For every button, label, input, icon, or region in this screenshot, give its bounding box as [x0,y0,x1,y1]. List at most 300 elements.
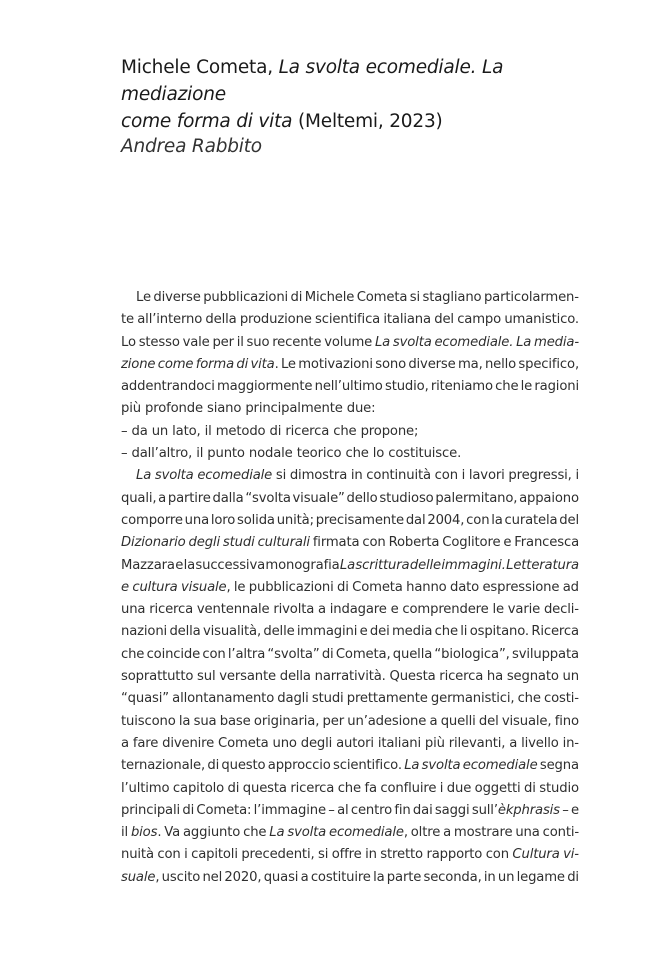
word: precedenti, [241,847,315,863]
word: profonde [145,401,203,417]
word: degli [300,735,333,751]
word: comprendere [402,602,489,618]
word: specifico, [518,356,579,372]
word: appaiono [519,490,579,506]
word: allontanamento [172,691,275,707]
word: indagare [329,602,387,618]
word: scientifico. [333,758,402,774]
text-line [121,755,579,777]
word: scientifica [315,312,381,328]
word: palermitano, [435,490,518,506]
word: “svolta [245,490,291,506]
word: pregressi, [508,468,572,484]
word: della [279,669,311,685]
text-line [121,421,579,443]
word: seconda, [423,869,482,885]
text-line [121,577,579,599]
word: quasi [263,869,299,885]
word: della [169,624,201,640]
word: quella [392,646,433,662]
word: da [131,423,148,439]
word: a [318,602,326,618]
text-line [121,354,579,376]
word: bios. [130,825,162,841]
text-line [121,800,579,822]
word: mostrare [453,825,513,841]
word: del [559,512,579,528]
word: i [575,468,579,484]
word: – [121,446,128,462]
word: dimostra [289,468,348,484]
word: Ricerca [531,624,579,640]
word: stretto [380,847,423,863]
word: Coglitore [442,535,501,551]
word: zione [121,356,156,372]
word: capitoli [191,847,238,863]
word: le [520,379,533,395]
word: ricerca [285,423,330,439]
word: te [121,312,134,328]
word: costituire [310,869,371,885]
word: rivolta [273,602,315,618]
word: ecomediale [197,468,273,484]
text-line [121,666,579,688]
word: oltre [410,825,441,841]
word: il [196,446,204,462]
word: principali [121,802,181,818]
word: ragioni [534,379,579,395]
word: pubblicazioni [248,579,334,595]
word: con [202,646,226,662]
word: visuale, [180,579,231,595]
word: dato [449,579,480,595]
word: Cometa, [335,646,391,662]
word: con [362,535,386,551]
word: La [269,825,285,841]
word: La [136,468,152,484]
word: una [515,825,540,841]
word: sono [375,356,406,372]
word: Dizionario [121,535,186,551]
word: per [212,334,234,350]
word: segna [539,758,579,774]
word: unità; [276,512,314,528]
word: dalla [212,490,244,506]
word: il [121,825,129,841]
word: dal [405,512,426,528]
word: ricerca [149,602,194,618]
word: sviluppata [511,646,579,662]
word: italiana [383,312,431,328]
word: ma, [457,356,483,372]
word: e [390,602,399,618]
word: il [236,334,244,350]
text-line [121,287,579,309]
word: di [182,802,195,818]
word: in [483,869,496,885]
text-line [121,376,579,398]
word: media- [534,334,579,350]
word: 2004, [427,512,465,528]
word: al [337,802,349,818]
text-line [121,510,579,532]
word: prettamente [346,691,428,707]
word: maggiormente [216,379,313,395]
word: e [503,535,512,551]
word: ospitano. [469,624,529,640]
word: parte [386,869,422,885]
word: in [350,468,363,484]
word: come [157,356,194,372]
text-line [121,332,579,354]
word: la [178,713,191,729]
word: particolarmen- [483,290,579,305]
word: nello [484,356,517,372]
word: “biologica”, [434,646,510,662]
word: immagini [296,624,358,640]
body-text [121,287,579,889]
word: Le [280,356,296,372]
word: delle [263,624,295,640]
word: lavori [468,468,505,484]
word: italiani [377,735,421,751]
word: conti- [542,825,579,841]
word: tuiscono [121,713,176,729]
word: Francesca [514,535,579,551]
word: diverse [408,356,456,372]
word: Cometa [218,735,269,751]
word: pubblicazioni [203,290,289,305]
title-author-name: Michele Cometa, [121,57,279,78]
word: a [300,869,309,885]
word: due [446,780,472,796]
text-line [121,844,579,866]
word: offre [331,847,362,863]
word: lo [372,446,385,462]
title-book-italic-1: La svolta ecomediale. La mediazione [121,57,504,105]
word: si [275,468,287,484]
word: riteniamo [430,379,493,395]
word: per [322,713,344,729]
word: immagini. [441,557,506,573]
word: con [157,847,181,863]
word: dall’altro, [131,446,193,462]
word: autori [336,735,374,751]
word: volume [324,334,373,350]
word: nazioni [121,624,168,640]
word: Mazzara [121,557,175,573]
title-book-italic-2: come forma di vita [121,111,293,132]
text-line [121,688,579,710]
word: cultura [132,579,178,595]
word: approccio [267,758,331,774]
word: umanistico. [504,312,579,328]
word: con [434,468,458,484]
word: Va [164,825,181,841]
word: sua [193,713,217,729]
word: svolta [287,825,327,841]
word: più [121,401,141,417]
word: visualità, [202,624,262,640]
word: decli- [543,602,579,618]
word: fino [554,713,579,729]
word: “quasi” [121,691,169,707]
word: in [365,847,377,863]
word: all’interno [137,312,203,328]
word: coincide [146,646,201,662]
text-line [121,555,579,577]
word: la [183,557,196,573]
word: rapporto [426,847,483,863]
word: principalmente [245,401,343,417]
word: che [495,379,519,395]
word: vale [182,334,210,350]
word: suo [246,334,270,350]
word: i [184,847,188,863]
word: nell’ultimo [314,379,383,395]
word: – [562,802,569,818]
word: loro [210,512,236,528]
text-line [121,621,579,643]
word: di [567,869,579,885]
word: – [328,802,335,818]
word: visuale” [292,490,345,506]
word: segnato [506,669,559,685]
word: 2020, [224,869,262,885]
word: del [478,713,499,729]
word: l’altra [227,646,266,662]
word: Roberta [388,535,440,551]
word: più [424,735,445,751]
word: di [269,423,282,439]
word: suale, [121,869,160,885]
word: la [373,869,385,885]
word: narratività. [314,669,386,685]
word: “svolta” [267,646,320,662]
word: culturali [257,535,310,551]
word: forma [195,356,235,372]
word: rilevanti, [448,735,506,751]
word: degli [188,535,220,551]
text-line [121,309,579,331]
word: che [434,624,458,640]
word: e [571,802,579,818]
word: a [158,490,167,506]
word: addentrandoci [121,379,215,395]
word: scrittura [355,557,410,573]
word: motivazioni [298,356,373,372]
word: sul [197,669,216,685]
word: studio [539,780,579,796]
word: curatela [504,512,558,528]
word: di [227,780,240,796]
word: nel [202,869,223,885]
word: metodo [215,423,266,439]
word: che [243,825,267,841]
word: a [429,713,438,729]
word: un [151,423,169,439]
word: una [121,602,146,618]
text-line [121,465,579,487]
word: di [290,290,303,305]
word: visuale, [501,713,552,729]
word: Cometa: [196,802,252,818]
text-line [121,822,579,844]
word: e [175,557,184,573]
word: Letteratura [506,557,579,573]
word: ecomediale [462,758,538,774]
word: La [516,334,532,350]
word: ricerca [290,780,335,796]
word: che [337,780,361,796]
word: studio, [384,379,429,395]
word: le [492,602,504,618]
word: di [207,758,220,774]
word: di [321,646,334,662]
word: propone; [360,423,419,439]
word: soprattutto [121,669,194,685]
word: siano [206,401,242,417]
word: che [333,423,357,439]
word: continuità [366,468,431,484]
word: precisamente [315,512,404,528]
word: svolta [154,468,194,484]
word: monografia [265,557,340,573]
word: l’ultimo [121,780,170,796]
word: dai [412,802,433,818]
word: dagli [277,691,309,707]
review-author: Andrea Rabbito [121,136,262,157]
word: a [121,735,129,751]
word: che [121,646,145,662]
word: uno [272,735,297,751]
word: di [236,356,249,372]
text-line [121,488,579,510]
word: fare [132,735,159,751]
word: Cometa [352,579,403,595]
word: li [460,624,468,640]
word: la [491,512,503,528]
word: dei [369,624,390,640]
word: i [439,780,444,796]
word: si [409,290,421,305]
word: con [485,847,509,863]
word: svolta [421,758,461,774]
word: successiva [195,557,266,573]
word: uscito [161,869,201,885]
text-line [121,398,579,420]
word: capitolo [172,780,225,796]
word: questo [221,758,266,774]
word: – [121,423,128,439]
word: stesso [138,334,180,350]
word: Cultura [512,847,560,863]
word: i [461,468,466,484]
word: Cometa [356,290,408,305]
word: Le [136,290,151,305]
word: e [359,624,368,640]
word: comporre [121,512,183,528]
word: il [204,423,212,439]
word: Questa [389,669,436,685]
word: teorico [296,446,342,462]
word: le [233,579,246,595]
word: campo [457,312,502,328]
word: recente [272,334,322,350]
word: quali, [121,490,157,506]
word: e [121,579,129,595]
word: un’adesione [347,713,427,729]
review-title [121,54,591,135]
text-line [121,443,579,465]
word: dello [346,490,378,506]
word: costi- [544,691,579,707]
word: studi [222,535,255,551]
word: firmata [312,535,360,551]
word: divenire [162,735,215,751]
text-line [121,733,579,755]
word: una [184,512,210,528]
word: versante [219,669,276,685]
word: legame [516,869,565,885]
word: espressione [482,579,560,595]
title-publisher: (Meltemi, 2023) [292,111,443,132]
word: un [497,869,515,885]
word: a [509,735,518,751]
word: due: [346,401,376,417]
word: vi- [563,847,579,863]
word: costituisce. [388,446,462,462]
word: nuità [121,847,154,863]
word: di [524,780,536,796]
word: a [443,825,452,841]
word: oggetti [474,780,521,796]
word: fin [394,802,411,818]
word: ecomediale. [434,334,514,350]
word: ad [562,579,579,595]
word: studioso [379,490,434,506]
word: livello [521,735,559,751]
word: saggi [434,802,470,818]
word: originaria, [253,713,320,729]
word: varie [507,602,541,618]
word: con [466,512,490,528]
word: Michele [304,290,355,305]
word: quelli [440,713,476,729]
word: media [391,624,433,640]
word: ternazionale, [121,758,206,774]
word: sull’èkphrasis [471,802,560,818]
word: punto [207,446,245,462]
word: germanistici, [430,691,515,707]
word: ha [486,669,504,685]
word: che [345,446,369,462]
word: lato, [172,423,201,439]
word: diverse [153,290,201,305]
text-line [121,711,579,733]
word: studi [311,691,344,707]
word: un [562,669,579,685]
word: La [404,758,420,774]
word: confluire [380,780,437,796]
text-line [121,867,579,889]
word: si [318,847,329,863]
word: fa [364,780,377,796]
word: in- [562,735,579,751]
text-line [121,599,579,621]
word: del [434,312,454,328]
word: delle [409,557,442,573]
